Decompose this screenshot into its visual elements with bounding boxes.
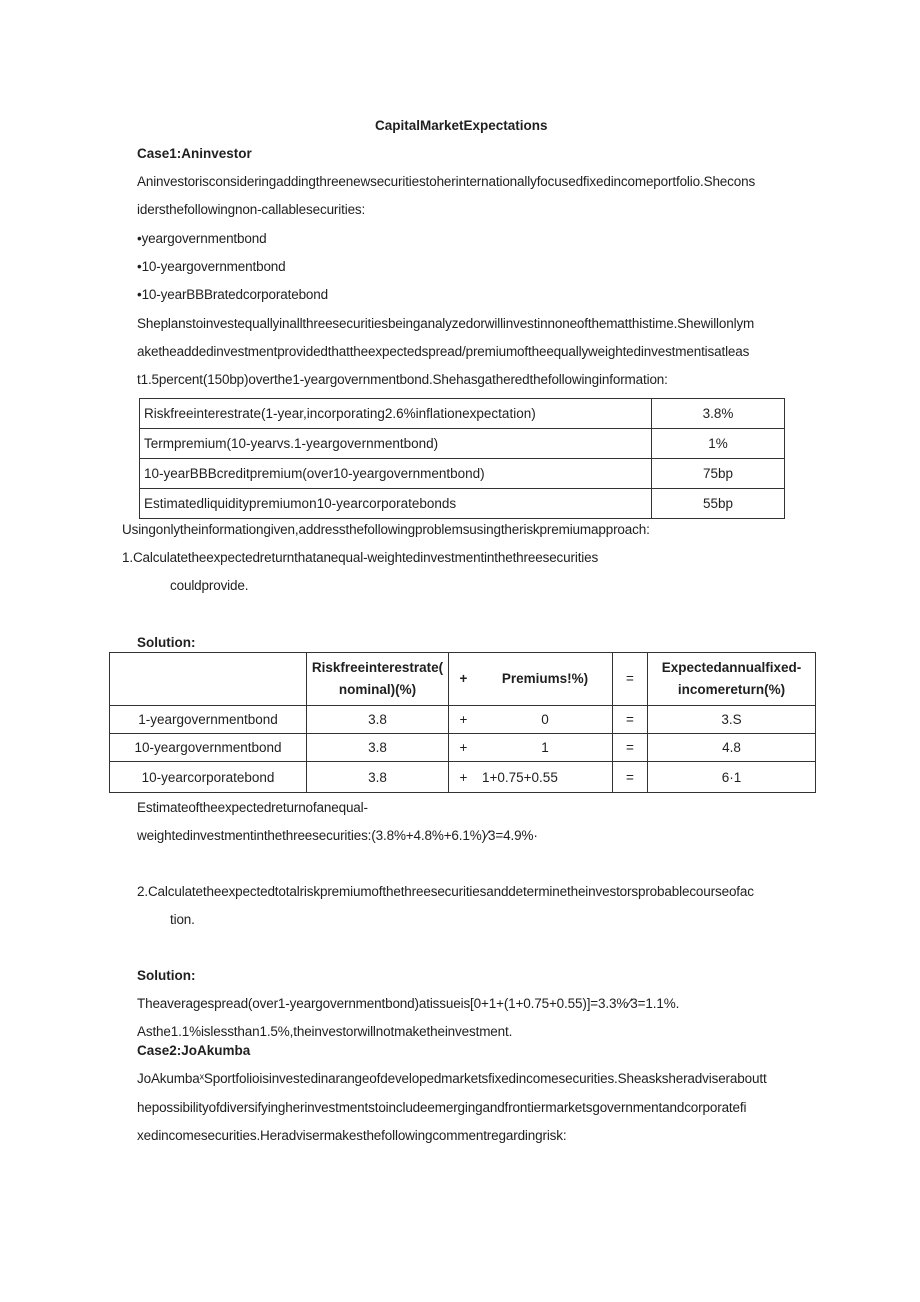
- case2-heading: Case2:JoAkumba: [137, 1043, 251, 1058]
- table-row: [110, 762, 816, 793]
- info-label: Riskfreeinterestrate(1-year,incorporating2.6%inflationexpectation): [140, 399, 652, 429]
- equals-cell: =: [613, 762, 648, 793]
- header-rate: [307, 653, 449, 706]
- answer-line2: Asthe1.1%islessthan1.5%,theinvestorwillnotmaketheinvestment.: [137, 1024, 513, 1039]
- info-value: 55bp: [652, 489, 785, 519]
- rate-cell: 3.8: [307, 762, 449, 793]
- premium-cell: 0: [478, 706, 613, 734]
- question1-line1: 1.Calculatetheexpectedreturnthatanequal-weightedinvestmentinthethreesecurities: [122, 550, 599, 565]
- case1-intro-line1: Aninvestorisconsideringaddingthreenewsecuritiestoherinternationallyfocusedfixedincomeportfolio.Shecons: [137, 174, 756, 189]
- table-row: [140, 459, 785, 489]
- table-row: [110, 706, 816, 734]
- return-cell: 4.8: [648, 734, 816, 762]
- header-rate-line2: nominal)(%): [338, 682, 417, 697]
- solution2-label: Solution:: [137, 968, 196, 983]
- return-cell: 3.S: [648, 706, 816, 734]
- security-name: 10-yeargovernmentbond: [110, 734, 307, 762]
- plus-cell: +: [449, 706, 479, 734]
- estimate-line1: Estimateoftheexpectedreturnofanequal-: [137, 800, 368, 815]
- equals-cell: =: [613, 706, 648, 734]
- info-value: 3.8%: [652, 399, 785, 429]
- question1-line2: couldprovide.: [170, 578, 249, 593]
- security-name: 10-yearcorporatebond: [110, 762, 307, 793]
- question2-line1: 2.Calculatetheexpectedtotalriskpremiumofthethreesecuritiesanddeterminetheinvestorsprobablecourseofac: [137, 884, 754, 899]
- security-name: 1-yeargovernmentbond: [110, 706, 307, 734]
- premium-cell: 1: [478, 734, 613, 762]
- header-exp-line2: incomereturn(%): [677, 682, 786, 697]
- header-plus: +: [449, 653, 479, 706]
- table-row: [140, 489, 785, 519]
- info-value: 1%: [652, 429, 785, 459]
- case1-plan-line1: Sheplanstoinvestequallyinallthreesecuritiesbeinganalyzedorwillinvestinnoneofthematthistime.Shewillonlym: [137, 316, 755, 331]
- case1-plan-line2: aketheaddedinvestmentprovidedthattheexpectedspread/premiumoftheequallyweightedinvestmentisatleas: [137, 344, 750, 359]
- table-row: [140, 399, 785, 429]
- case1-intro-line2: idersthefollowingnon-callablesecurities:: [137, 202, 366, 217]
- info-label: Termpremium(10-yearvs.1-yeargovernmentbond): [140, 429, 652, 459]
- estimate-line2: weightedinvestmentinthethreesecurities:(3.8%+4.8%+6.1%)⁄3=4.9%·: [137, 828, 538, 843]
- rate-cell: 3.8: [307, 706, 449, 734]
- case1-plan-line3: t1.5percent(150bp)overthe1-yeargovernmentbond.Shehasgatheredthefollowinginformation:: [137, 372, 668, 387]
- header-expected-return: [648, 653, 816, 706]
- header-rate-line1: Riskfreeinterestrate(: [311, 660, 444, 675]
- rate-cell: 3.8: [307, 734, 449, 762]
- header-exp-line1: Expectedannualfixed-: [661, 660, 802, 675]
- info-label: Estimatedliquiditypremiumon10-yearcorporatebonds: [140, 489, 652, 519]
- page-title: CapitalMarketExpectations: [375, 118, 548, 133]
- info-table: [139, 398, 785, 519]
- plus-cell: +: [449, 762, 479, 793]
- plus-cell: +: [449, 734, 479, 762]
- answer-line1: Theaveragespread(over1-yeargovernmentbond)atissueis[0+1+(1+0.75+0.55)]=3.3%⁄3=1.1%.: [137, 996, 680, 1011]
- bullet-item: •yeargovernmentbond: [137, 231, 267, 246]
- header-premiums: Premiums!%): [478, 653, 613, 706]
- solution-table: [109, 652, 816, 793]
- return-cell: 6·1: [648, 762, 816, 793]
- bullet-item: •10-yearBBBratedcorporatebond: [137, 287, 328, 302]
- table-row: [140, 429, 785, 459]
- question2-line2: tion.: [170, 912, 195, 927]
- using-line: Usingonlytheinformationgiven,addressthefollowingproblemsusingtheriskpremiumapproach:: [122, 522, 650, 537]
- info-label: 10-yearBBBcreditpremium(over10-yeargovernmentbond): [140, 459, 652, 489]
- bullet-item: •10-yeargovernmentbond: [137, 259, 286, 274]
- equals-cell: =: [613, 734, 648, 762]
- header-security: [110, 653, 307, 706]
- table-row: [110, 734, 816, 762]
- solution1-label: Solution:: [137, 635, 196, 650]
- case1-heading: Case1:Aninvestor: [137, 146, 252, 161]
- info-value: 75bp: [652, 459, 785, 489]
- header-equals: =: [613, 653, 648, 706]
- case2-line3: xedincomesecurities.Heradvisermakesthefollowingcommentregardingrisk:: [137, 1128, 567, 1143]
- table-header-row: [110, 653, 816, 706]
- case2-line1: JoAkumbaˣSportfolioisinvestedinarangeofdevelopedmarketsfixedincomesecurities.Sheasksheradviseraboutt: [137, 1071, 767, 1086]
- case2-line2: hepossibilityofdiversifyingherinvestmentstoincludeemergingandfrontiermarketsgovernmentandcorporatefi: [137, 1100, 747, 1115]
- premium-cell: 1+0.75+0.55: [478, 762, 613, 793]
